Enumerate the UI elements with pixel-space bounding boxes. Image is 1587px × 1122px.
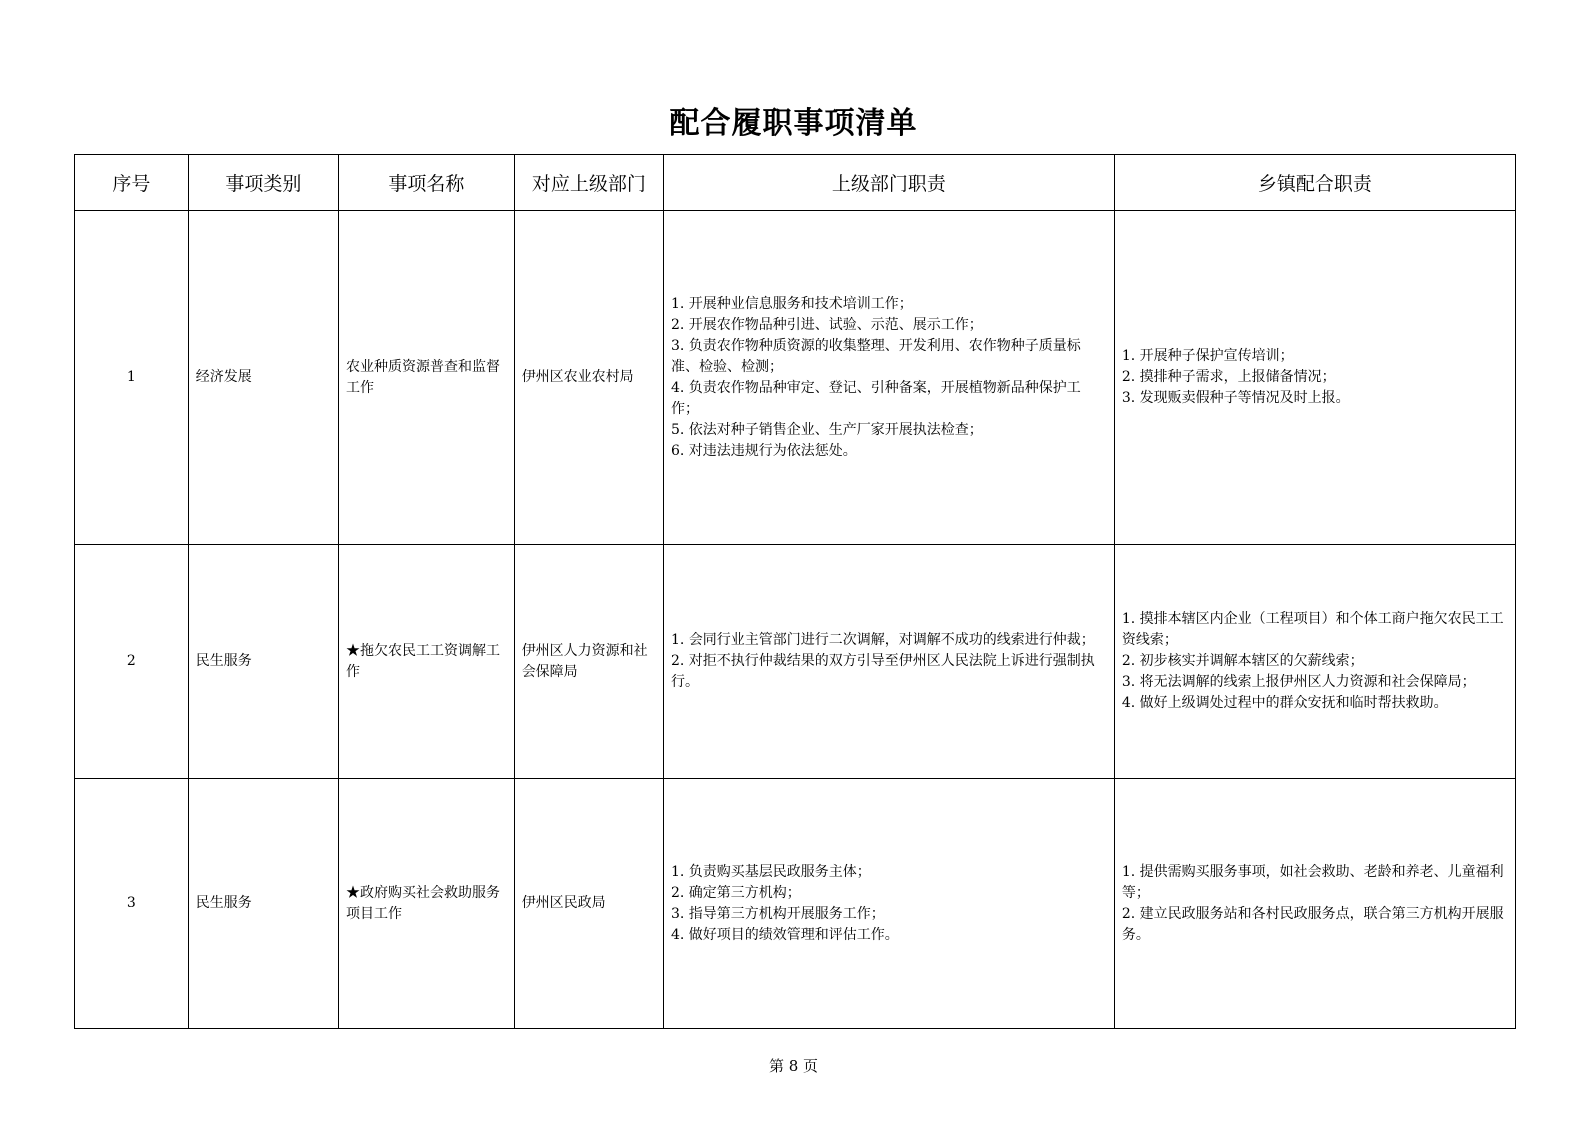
header-department: 对应上级部门 — [514, 155, 663, 211]
table-header-row — [75, 155, 1516, 211]
row-no: 3 — [75, 779, 189, 1029]
duty-line: 6. 对违法违规行为依法惩处。 — [670, 442, 857, 459]
duty-line: 5. 依法对种子销售企业、生产厂家开展执法检查； — [670, 421, 983, 438]
row-township-duties — [1114, 211, 1515, 545]
header-township-duties: 乡镇配合职责 — [1114, 155, 1515, 211]
duty-line: 2. 确定第三方机构； — [670, 884, 801, 901]
duty-line: 3. 将无法调解的线索上报伊州区人力资源和社会保障局； — [1121, 674, 1476, 690]
row-superior-duties — [663, 545, 1114, 779]
duty-line: 4. 做好项目的绩效管理和评估工作。 — [670, 926, 899, 943]
row-no: 1 — [75, 211, 189, 545]
row-department: 伊州区人力资源和社会保障局 — [514, 545, 663, 779]
duty-line: 1. 提供需购买服务事项，如社会救助、老龄和养老、儿童福利等； — [1121, 863, 1504, 901]
page-number: 第 8 页 — [768, 1057, 819, 1075]
header-name: 事项名称 — [339, 155, 515, 211]
row-category: 经济发展 — [188, 211, 338, 545]
header-superior-duties: 上级部门职责 — [663, 155, 1114, 211]
row-township-duties — [1114, 779, 1515, 1029]
duty-table — [74, 154, 1516, 1029]
duty-line: 1. 摸排本辖区内企业（工程项目）和个体工商户拖欠农民工工资线索； — [1121, 611, 1504, 648]
duty-line: 3. 负责农作物种质资源的收集整理、开发利用、农作物种子质量标准、检验、检测； — [670, 337, 1081, 375]
duty-line: 2. 对拒不执行仲裁结果的双方引导至伊州区人民法院上诉进行强制执行。 — [670, 653, 1095, 690]
row-department: 伊州区农业农村局 — [514, 211, 663, 545]
duty-line: 4. 做好上级调处过程中的群众安抚和临时帮扶救助。 — [1121, 695, 1448, 711]
row-name: ★政府购买社会救助服务项目工作 — [339, 779, 515, 1029]
row-township-duties — [1114, 545, 1515, 779]
page-title: 配合履职事项清单 — [669, 106, 918, 141]
table-row — [75, 211, 1516, 545]
row-category: 民生服务 — [188, 779, 338, 1029]
row-superior-duties — [663, 211, 1114, 545]
duty-line: 1. 会同行业主管部门进行二次调解，对调解不成功的线索进行仲裁； — [670, 632, 1095, 648]
row-name: ★拖欠农民工工资调解工作 — [339, 545, 515, 779]
duty-line: 3. 指导第三方机构开展服务工作； — [670, 905, 885, 922]
duty-line: 3. 发现贩卖假种子等情况及时上报。 — [1121, 390, 1350, 406]
header-no: 序号 — [75, 155, 189, 211]
duty-line: 1. 负责购买基层民政服务主体； — [670, 863, 871, 880]
row-no: 2 — [75, 545, 189, 779]
row-name: 农业种质资源普查和监督工作 — [339, 211, 515, 545]
row-superior-duties — [663, 779, 1114, 1029]
row-category: 民生服务 — [188, 545, 338, 779]
duty-line: 1. 开展种子保护宣传培训； — [1121, 348, 1294, 364]
header-category: 事项类别 — [188, 155, 338, 211]
duty-line: 4. 负责农作物品种审定、登记、引种备案，开展植物新品种保护工作； — [670, 379, 1081, 417]
table-row — [75, 779, 1516, 1029]
row-department: 伊州区民政局 — [514, 779, 663, 1029]
table-row — [75, 545, 1516, 779]
duty-line: 2. 建立民政服务站和各村民政服务点，联合第三方机构开展服务。 — [1121, 905, 1504, 943]
duty-line: 2. 初步核实并调解本辖区的欠薪线索； — [1121, 653, 1364, 669]
duty-line: 2. 摸排种子需求，上报储备情况； — [1121, 369, 1336, 385]
duty-line: 2. 开展农作物品种引进、试验、示范、展示工作； — [670, 316, 983, 333]
duty-line: 1. 开展种业信息服务和技术培训工作； — [670, 295, 913, 312]
